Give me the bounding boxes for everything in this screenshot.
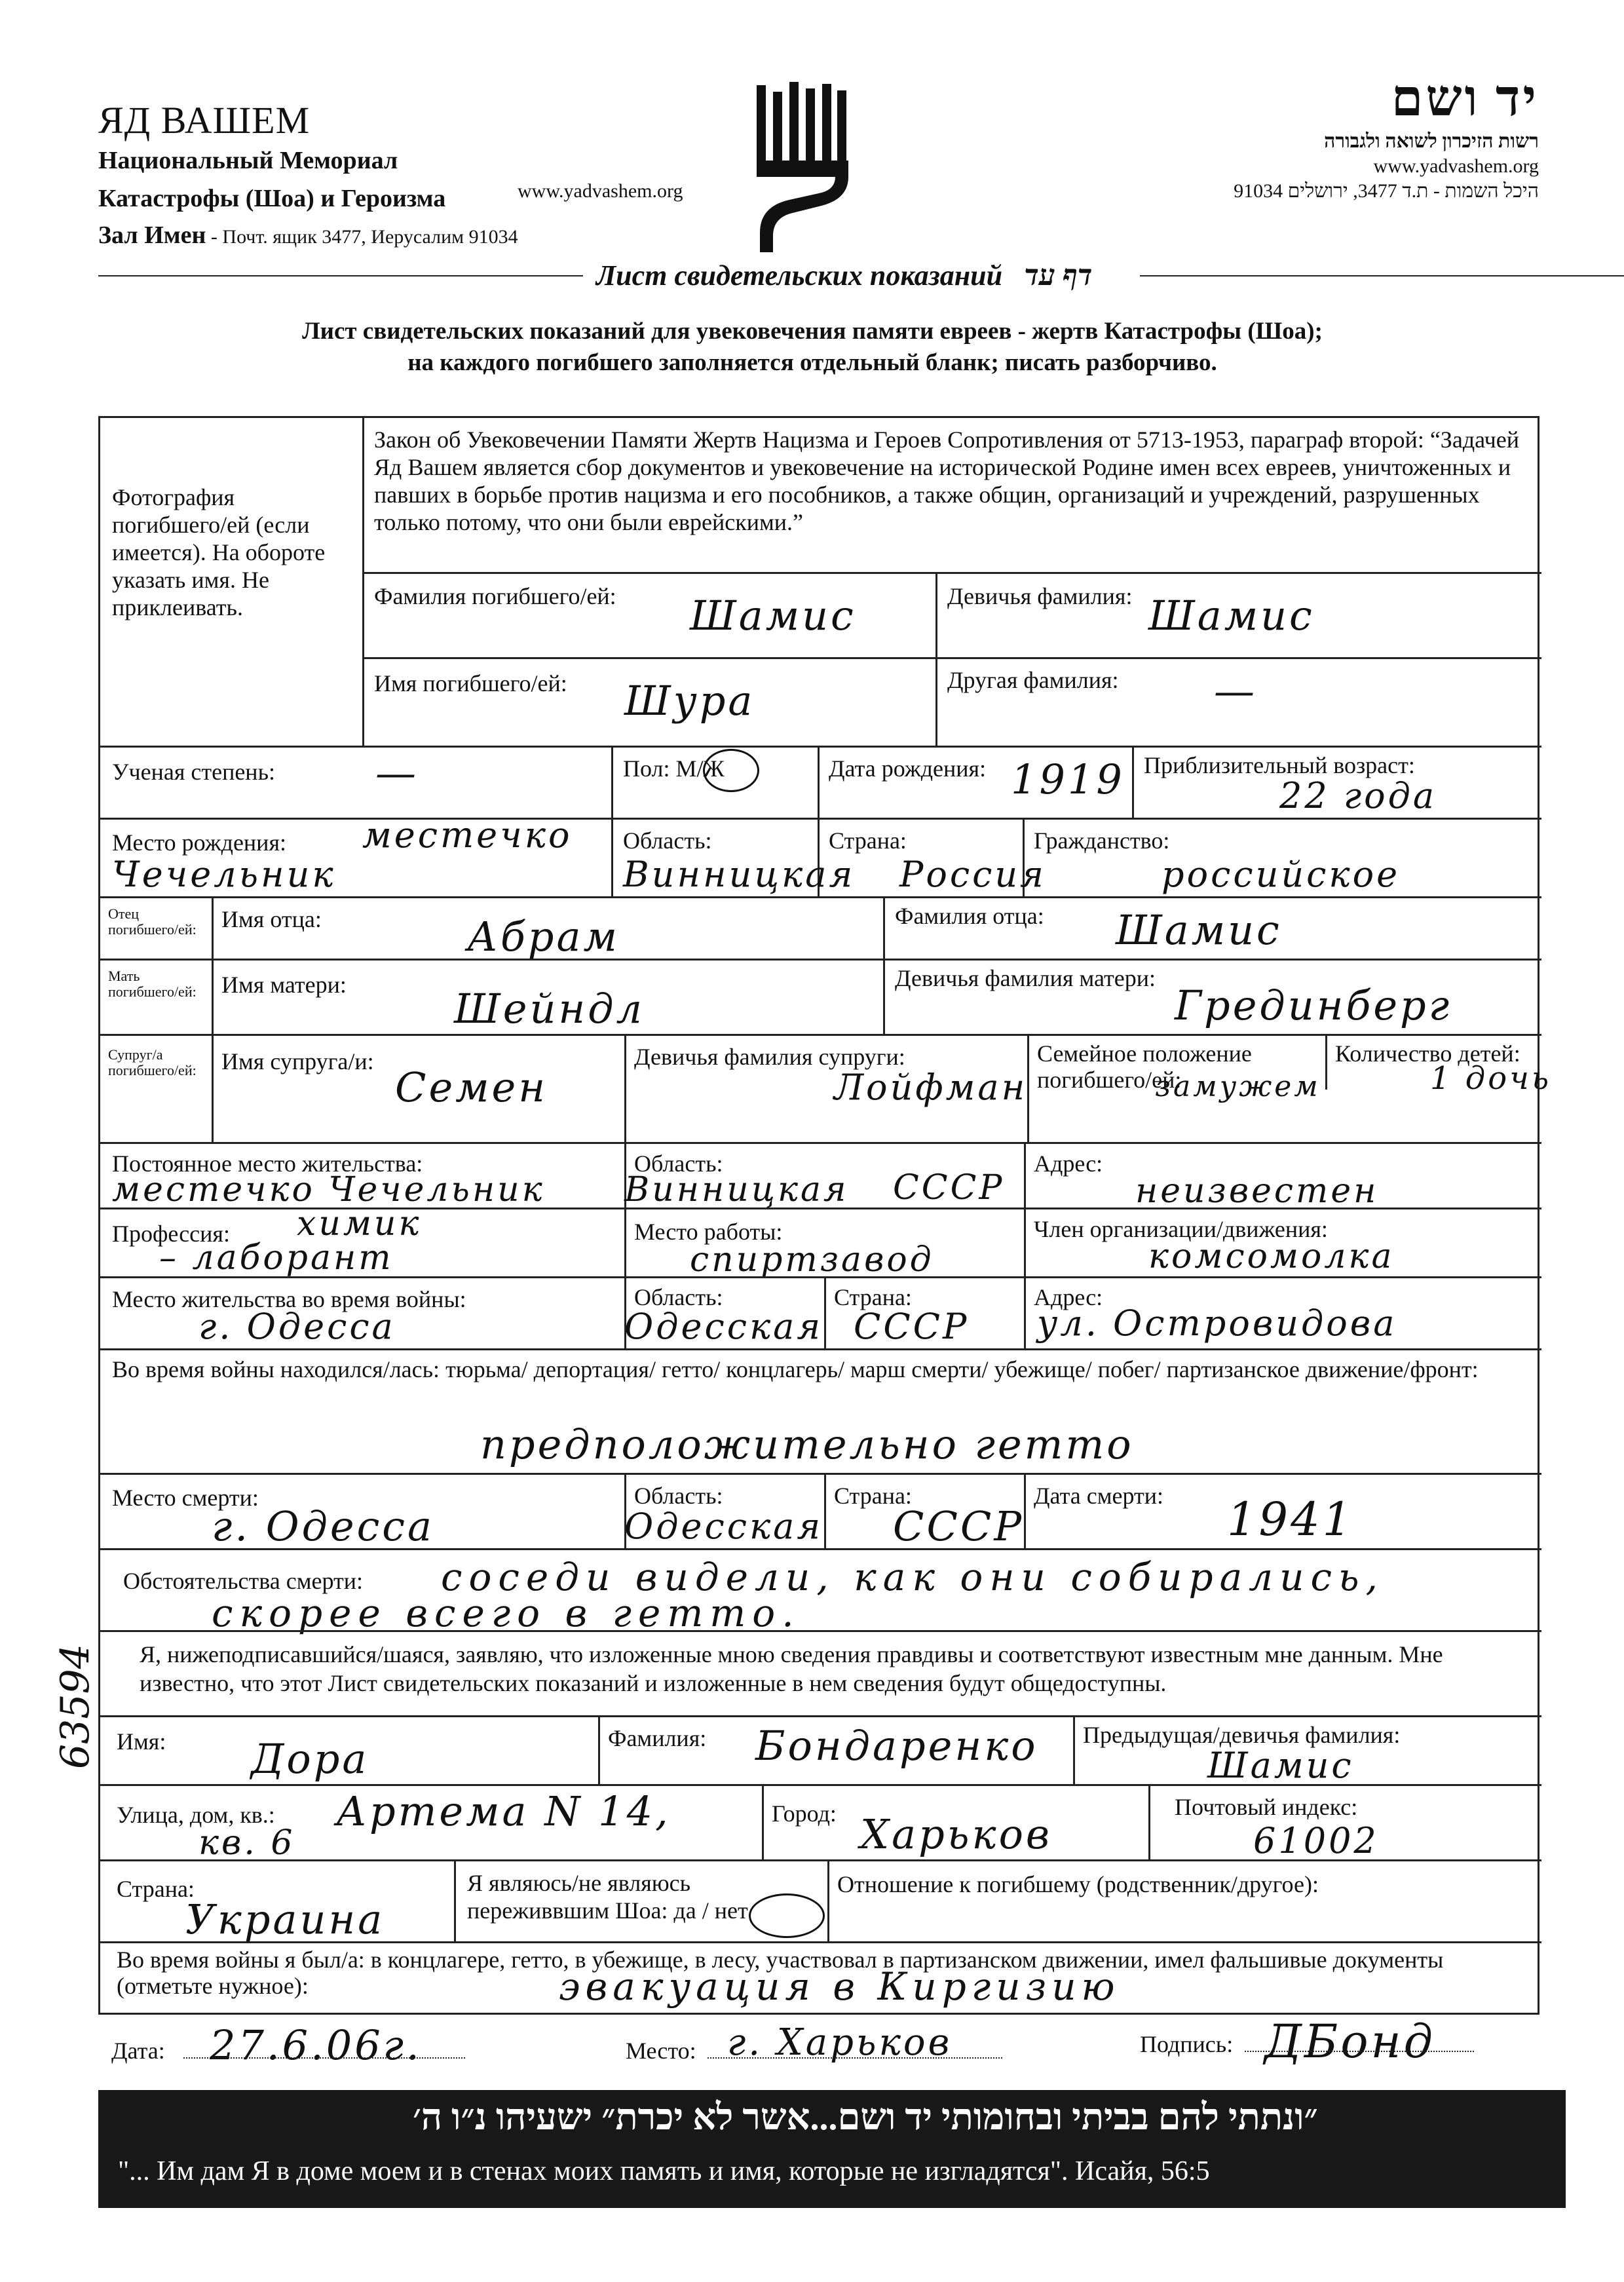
value-date[interactable]: 27.6.06г. — [210, 2021, 422, 2069]
value-death-region[interactable]: Одесская — [624, 1506, 823, 1547]
label-during-war: Во время войны находился/лась: тюрьма/ депортация/ гетто/ концлагерь/ марш смерти/ убежище/ побег/ партизанское движение/фронт: — [112, 1356, 1479, 1382]
label-witness-name: Имя: — [117, 1728, 166, 1755]
label-res-region: Область: — [634, 1151, 723, 1177]
label-spouse-name: Имя супруга/и: — [221, 1048, 374, 1074]
value-witness-street-1[interactable]: Артема N 14, — [336, 1787, 671, 1835]
label-war-address: Адрес: — [1034, 1284, 1103, 1310]
label-signature: Подпись: — [1140, 2031, 1234, 2057]
value-witness-country[interactable]: Украина — [185, 1895, 385, 1943]
label-witness-street: Улица, дом, кв.: — [117, 1802, 275, 1828]
label-country: Страна: — [829, 827, 907, 854]
value-profession-2[interactable]: – лаборант — [159, 1238, 394, 1278]
value-family-status[interactable]: замужем — [1155, 1070, 1321, 1103]
org-name-he: יד ושם — [1391, 69, 1539, 126]
value-war-residence[interactable]: г. Одесса — [198, 1306, 396, 1347]
value-mother-name[interactable]: Шейндл — [454, 985, 645, 1033]
value-circumstances-1[interactable]: соседи видели, как они собирались, — [441, 1555, 1384, 1599]
footer-quote-band — [98, 2090, 1566, 2208]
org-line2: Национальный Мемориал — [98, 147, 398, 174]
declaration-text: Я, нижеподписавшийся/шаяся, заявляю, что изложенные мною сведения правдивы и соответствуют известным мне данным. Мне известно, что этот Лист свидетельских показаний и изложенные в нем сведения будут общедоступны. — [140, 1641, 1443, 1696]
value-birth-place-1[interactable]: местечко — [362, 814, 573, 856]
label-witness-surname: Фамилия: — [608, 1725, 707, 1751]
label-mother-name: Имя матери: — [221, 972, 347, 998]
value-witness-prev[interactable]: Шамис — [1207, 1745, 1354, 1786]
value-death-country[interactable]: СССР — [893, 1502, 1025, 1550]
value-other-surname[interactable]: — — [1214, 667, 1257, 715]
value-witness-city[interactable]: Харьков — [860, 1810, 1052, 1858]
label-res-address: Адрес: — [1034, 1151, 1103, 1177]
org-address-he: היכל השמות - ת.ד 3477, ירושלים 91034 — [1234, 180, 1539, 202]
label-maiden: Девичья фамилия: — [947, 583, 1133, 609]
label-witness-zip: Почтовый индекс: — [1175, 1794, 1358, 1820]
label-death-region: Область: — [634, 1483, 723, 1509]
website-ru: www.yadvashem.org — [518, 180, 683, 202]
value-maiden[interactable]: Шамис — [1148, 592, 1315, 639]
value-place[interactable]: г. Харьков — [727, 2021, 953, 2064]
value-approx-age[interactable]: 22 года — [1279, 775, 1437, 816]
label-approx-age: Приблизительный возраст: — [1144, 752, 1415, 778]
label-father-surname: Фамилия отца: — [895, 903, 1044, 929]
value-mother-maiden[interactable]: Грединберг — [1175, 981, 1452, 1029]
photo-note: Фотография погибшего/ей (если имеется). На обороте указать имя. Не приклеивать. — [112, 484, 326, 620]
label-witness-survivor: Я являюсь/не являюсь переживвшим Шоа: да / нет — [467, 1870, 748, 1924]
signature-line — [1245, 2051, 1474, 2052]
label-death-circumstances: Обстоятельства смерти: — [123, 1568, 363, 1594]
sex-circle-mark — [703, 749, 759, 792]
value-war-region[interactable]: Одесская — [624, 1306, 823, 1347]
label-witness-prev: Предыдущая/девичья фамилия: — [1083, 1722, 1401, 1748]
website-he: www.yadvashem.org — [1373, 155, 1539, 177]
label-death-country: Страна: — [834, 1483, 912, 1509]
value-birth-date[interactable]: 1919 — [1011, 755, 1125, 803]
org-address: Зал Имен - Почт. ящик 3477, Иерусалим 91034 — [98, 221, 518, 249]
label-family-status: Семейное положение погибшего/ей: — [1037, 1040, 1252, 1093]
org-name-ru: ЯД ВАШЕМ — [98, 99, 311, 142]
label-mother-maiden: Девичья фамилия матери: — [895, 965, 1156, 991]
value-circumstances-2[interactable]: скорее всего в гетто. — [212, 1591, 801, 1635]
value-witness-street-2[interactable]: кв. 6 — [198, 1823, 295, 1863]
footer-hebrew: ״ונתתי להם בביתי ובחומותי יד ושם...אשר לא יכרת״ ישעיהו נ״ו ה׳ — [413, 2097, 1318, 2138]
label-children: Количество детей: — [1335, 1040, 1520, 1067]
org-line3: Катастрофы (Шоа) и Героизма — [98, 185, 446, 212]
label-spouse-side: Супруг/а погибшего/ей: — [108, 1046, 197, 1078]
value-degree[interactable]: — — [375, 749, 419, 797]
law-text: Закон об Увековечении Памяти Жертв Нацизма и Героев Сопротивления от 5713-1953, параграф второй: “Задачей Яд Вашем является сбор документов и увековечение на исторической Родине имен всех евреев, уничтоженных и павших в борьбе против нацизма и его пособников, а также общин, организаций и учреждений, разрушенных только потому, что они были еврейскими.” — [374, 427, 1520, 535]
label-witness-relation: Отношение к погибшему (родственник/другое): — [837, 1871, 1319, 1897]
place-line — [708, 2057, 1002, 2059]
value-war-address[interactable]: ул. Островидова — [1037, 1303, 1397, 1344]
value-country[interactable]: Россия — [899, 854, 1046, 895]
value-death-place[interactable]: г. Одесса — [212, 1502, 434, 1550]
value-res-address[interactable]: неизвестен — [1135, 1171, 1379, 1211]
label-sex: Пол: М/Ж — [623, 755, 725, 782]
header-hebrew — [1234, 69, 1539, 202]
label-birth-place: Место рождения: — [112, 829, 287, 856]
label-birth-date: Дата рождения: — [829, 755, 987, 782]
label-father-side: Отец погибшего/ей: — [108, 905, 197, 938]
value-workplace[interactable]: спиртзавод — [690, 1240, 934, 1280]
org-line2-he: רשות הזיכרון לשואה ולגבורה — [1324, 130, 1539, 152]
value-witness-war[interactable]: эвакуация в Киргизию — [559, 1964, 1120, 2009]
value-surname[interactable]: Шамис — [690, 592, 856, 639]
label-residence: Постоянное место жительства: — [112, 1151, 423, 1177]
value-during-war[interactable]: предположительно гетто — [480, 1420, 1134, 1468]
label-first-name: Имя погибшего/ей: — [374, 670, 567, 696]
form-subtitle: Лист свидетельских показаний דף עד — [98, 259, 1526, 292]
value-father-surname[interactable]: Шамис — [1116, 906, 1282, 954]
label-war-residence: Место жительства во время войны: — [112, 1286, 466, 1312]
label-war-region: Область: — [634, 1284, 723, 1310]
header-russian — [98, 98, 518, 250]
date-line — [183, 2057, 465, 2059]
value-signature[interactable]: ДБонд — [1264, 2015, 1435, 2068]
label-member: Член организации/движения: — [1034, 1216, 1328, 1242]
label-death-place: Место смерти: — [112, 1485, 259, 1511]
value-war-country[interactable]: СССР — [854, 1306, 970, 1347]
value-res-country[interactable]: СССР — [893, 1168, 1005, 1208]
yad-vashem-logo-icon — [753, 79, 852, 256]
label-witness-city: Город: — [772, 1800, 837, 1827]
value-first-name[interactable]: Шура — [624, 677, 755, 725]
label-father-name: Имя отца: — [221, 906, 322, 932]
value-witness-zip[interactable]: 61002 — [1253, 1820, 1379, 1861]
label-profession: Профессия: — [112, 1221, 230, 1247]
value-region[interactable]: Винницкая — [623, 854, 856, 895]
value-citizenship[interactable]: российское — [1161, 854, 1401, 895]
testimony-form — [98, 416, 1552, 2015]
value-birth-place-2[interactable]: Чечельник — [112, 854, 336, 895]
value-profession-1[interactable]: химик — [297, 1204, 422, 1244]
side-number: 63594 — [52, 1644, 98, 1769]
label-mother-side: Мать погибшего/ей: — [108, 968, 197, 1000]
value-spouse-maiden[interactable]: Лойфман — [834, 1067, 1028, 1108]
value-member[interactable]: комсомолка — [1148, 1237, 1395, 1276]
value-children[interactable]: 1 дочь — [1430, 1060, 1552, 1097]
label-other-surname: Другая фамилия: — [947, 667, 1119, 693]
label-degree: Ученая степень: — [112, 759, 275, 785]
value-death-date[interactable]: 1941 — [1227, 1493, 1355, 1546]
survivor-circle-mark — [749, 1893, 825, 1938]
label-witness-war: Во время войны я был/а: в концлагере, гетто, в убежище, в лесу, участвовал в партизанском движении, имел фальшивые документы (отметьте нужное): — [117, 1947, 1444, 1999]
label-surname: Фамилия погибшего/ей: — [374, 583, 616, 609]
label-place: Место: — [626, 2038, 696, 2064]
label-witness-country: Страна: — [117, 1876, 195, 1902]
label-citizenship: Гражданство: — [1034, 827, 1170, 854]
value-spouse-name[interactable]: Семен — [395, 1063, 548, 1111]
value-witness-surname[interactable]: Бондаренко — [755, 1722, 1038, 1770]
footer-russian: "... Им дам Я в доме моем и в стенах моих память и имя, которые не изгладятся". Исайя, 56:5 — [118, 2156, 1210, 2186]
label-region: Область: — [623, 827, 712, 854]
label-war-country: Страна: — [834, 1284, 912, 1310]
value-witness-name[interactable]: Дора — [251, 1735, 369, 1783]
label-workplace: Место работы: — [634, 1219, 783, 1245]
value-residence[interactable]: местечко Чечельник — [112, 1170, 545, 1209]
label-spouse-maiden: Девичья фамилия супруги: — [634, 1044, 905, 1070]
label-death-date: Дата смерти: — [1034, 1483, 1164, 1509]
value-res-region[interactable]: Винницкая — [624, 1170, 849, 1209]
label-date: Дата: — [111, 2038, 165, 2064]
intro-text: Лист свидетельских показаний для увековечения памяти евреев - жертв Катастрофы (Шоа); на каждого погибшего заполняется отдельный бланк; писать разборчиво. — [302, 318, 1323, 376]
value-father-name[interactable]: Абрам — [467, 913, 620, 960]
